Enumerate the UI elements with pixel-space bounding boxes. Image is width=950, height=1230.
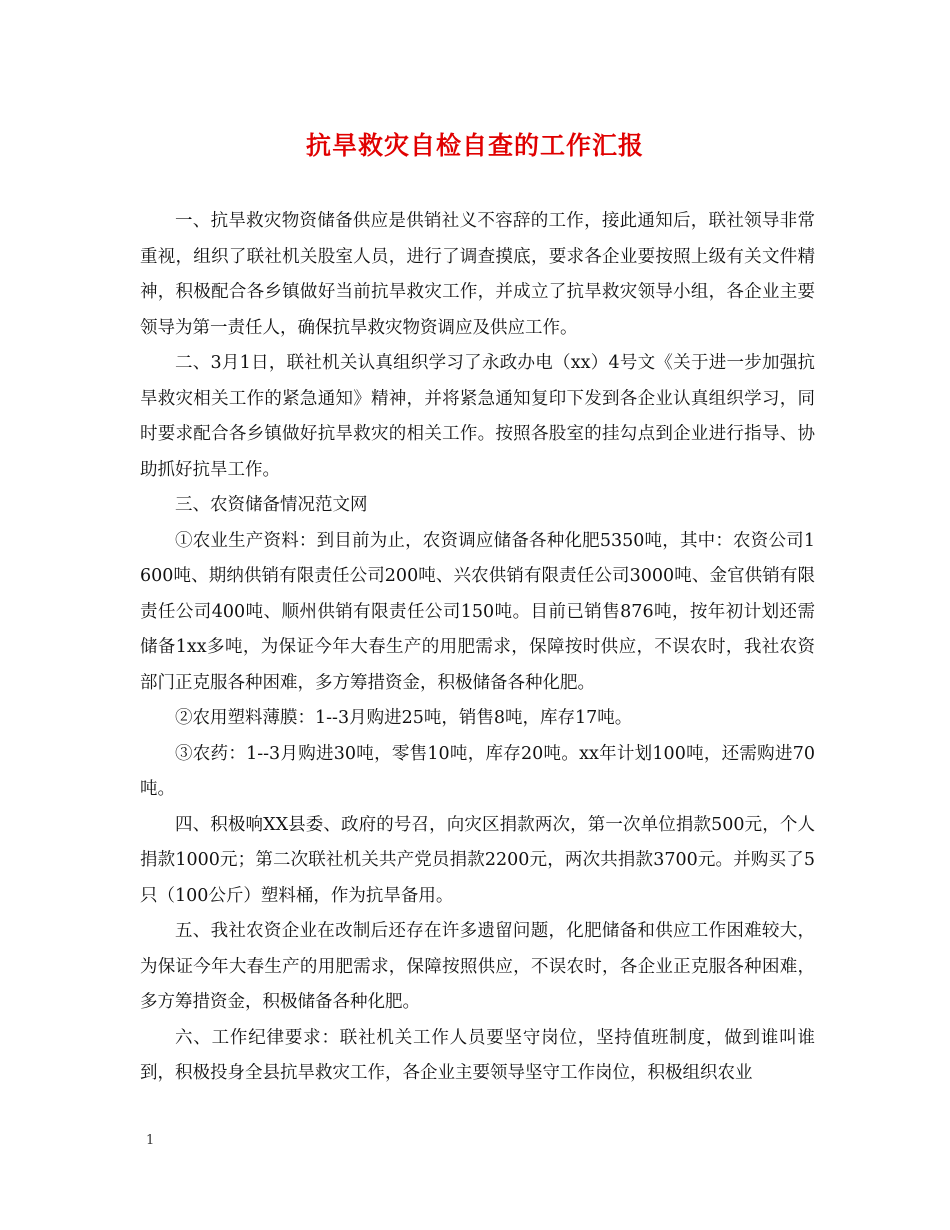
paragraph-2: 二、3月1日，联社机关认真组织学习了永政办电（xx）4号文《关于进一步加强抗旱救灾相关工作的紧急通知》精神，并将紧急通知复印下发到各企业认真组织学习，同时要求配合各乡镇做好抗旱救灾的相关工作。按照各股室的挂勾点到企业进行指导、协助抓好抗旱工作。 (140, 353, 815, 480)
paragraph-7: 四、积极响XX县委、政府的号召，向灾区捐款两次，第一次单位捐款500元，个人捐款1000元；第二次联社机关共产党员捐款2200元，两次共捐款3700元。并购买了5只（100公斤）塑料桶，作为抗旱备用。 (140, 814, 815, 906)
paragraph-8: 五、我社农资企业在改制后还存在许多遗留问题，化肥储备和供应工作困难较大，为保证今年大春生产的用肥需求，保障按照供应，不误农时，各企业正克服各种困难，多方筹措资金，积极储备各种化肥。 (140, 921, 815, 1012)
paragraph-3: 三、农资储备情况范文网 (175, 495, 368, 515)
paragraph-1: 一、抗旱救灾物资储备供应是供销社义不容辞的工作，接此通知后，联社领导非常重视，组织了联社机关股室人员，进行了调查摸底，要求各企业要按照上级有关文件精神，积极配合各乡镇做好当前抗旱救灾工作，并成立了抗旱救灾领导小组，各企业主要领导为第一责任人，确保抗旱救灾物资调应及供应工作。 (140, 211, 815, 338)
paragraph-5: ②农用塑料薄膜：1--3月购进25吨，销售8吨，库存17吨。 (175, 708, 633, 728)
document-body (140, 204, 815, 1092)
paragraph-6: ③农药：1--3月购进30吨，零售10吨，库存20吨。xx年计划100吨，还需购进70吨。 (140, 743, 815, 799)
paragraph-9: 六、工作纪律要求：联社机关工作人员要坚守岗位，坚持值班制度，做到谁叫谁到，积极投身全县抗旱救灾工作，各企业主要领导坚守工作岗位，积极组织农业 (140, 1027, 815, 1083)
page-number: 1 (146, 1133, 155, 1148)
paragraph-4: ①农业生产资料：到目前为止，农资调应储备各种化肥5350吨，其中：农资公司1600吨、期纳供销有限责任公司200吨、兴农供销有限责任公司3000吨、金官供销有限责任公司400吨、顺州供销有限责任公司150吨。目前已销售876吨，按年初计划还需储备1xx多吨，为保证今年大春生产的用肥需求，保障按时供应，不误农时，我社农资部门正克服各种困难，多方筹措资金，积极储备各种化肥。 (140, 530, 815, 693)
document-title: 抗旱救灾自检自查的工作汇报 (305, 131, 644, 160)
